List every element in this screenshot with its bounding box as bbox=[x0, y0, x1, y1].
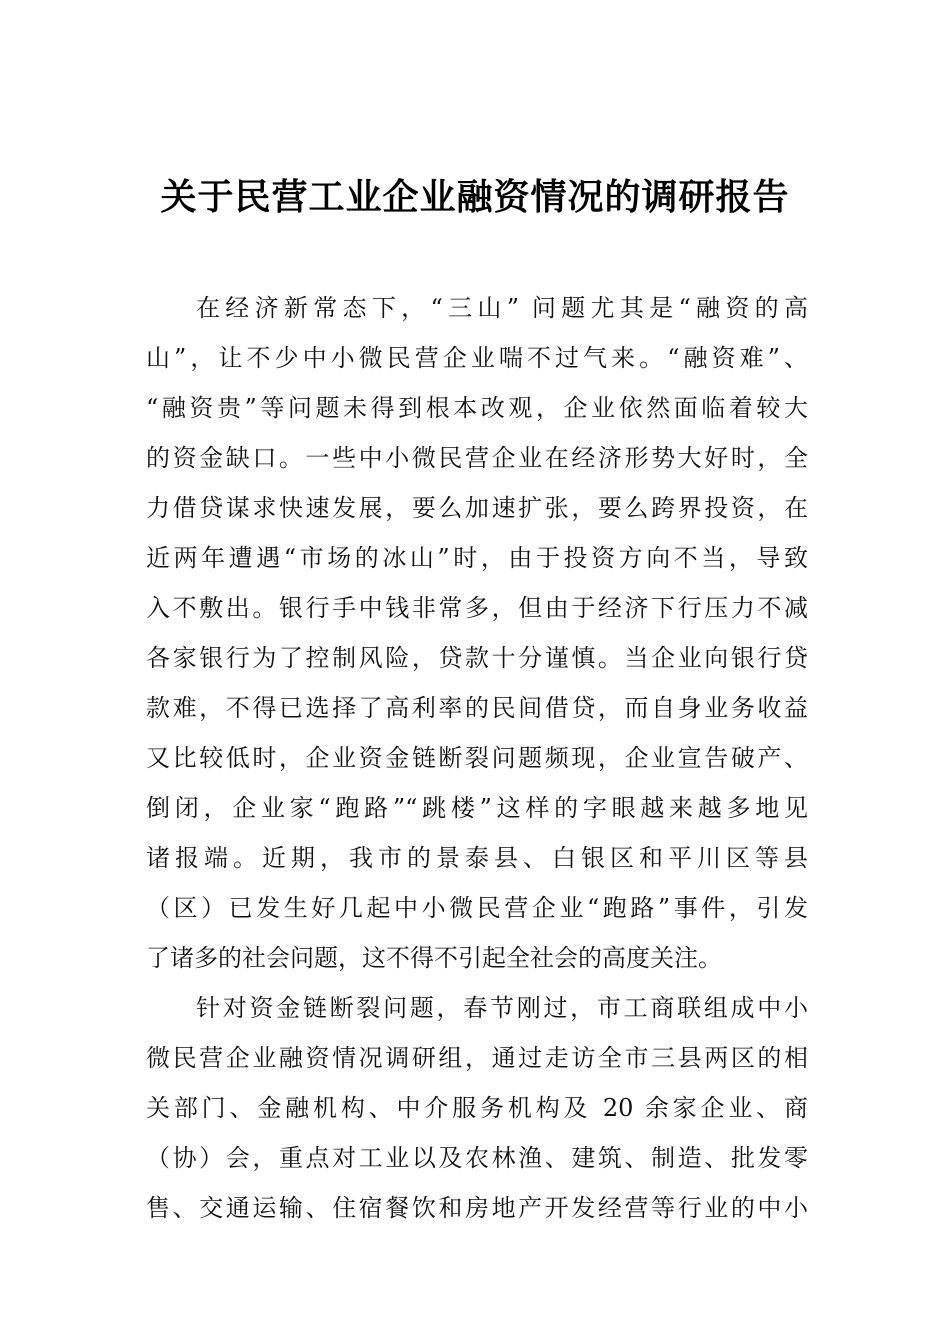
paragraph-1-line-6: 近两年遭遇“市场的冰山”时，由于投资方向不当，导致 bbox=[146, 544, 808, 572]
paragraph-1-line-1: 在经济新常态下，“三山” 问题尤其是“融资的高 bbox=[196, 294, 808, 322]
paragraph-2-line-3: 关部门、金融机构、中介服务机构及 20 余家企业、商 bbox=[146, 1094, 808, 1122]
paragraph-1-line-5: 力借贷谋求快速发展，要么加速扩张，要么跨界投资，在 bbox=[146, 494, 808, 522]
paragraph-1-line-10: 又比较低时，企业资金链断裂问题频现，企业宣告破产、 bbox=[146, 744, 808, 772]
paragraph-2-line-5: 售、交通运输、住宿餐饮和房地产开发经营等行业的中小 bbox=[146, 1194, 808, 1222]
paragraph-1-line-14: 了诸多的社会问题，这不得不引起全社会的高度关注。 bbox=[146, 944, 722, 972]
paragraph-1-line-11: 倒闭，企业家“跑路”“跳楼”这样的字眼越来越多地见 bbox=[146, 794, 808, 822]
paragraph-1-line-4: 的资金缺口。一些中小微民营企业在经济形势大好时，全 bbox=[146, 444, 808, 472]
paragraph-1-line-3: “融资贵”等问题未得到根本改观，企业依然面临着较大 bbox=[146, 394, 808, 422]
paragraph-2-line-4: （协）会，重点对工业以及农林渔、建筑、制造、批发零 bbox=[146, 1144, 808, 1172]
paragraph-1-line-7: 入不敷出。银行手中钱非常多，但由于经济下行压力不减 bbox=[146, 594, 808, 622]
paragraph-1-line-8: 各家银行为了控制风险，贷款十分谨慎。当企业向银行贷 bbox=[146, 644, 808, 672]
document-title: 关于民营工业企业融资情况的调研报告 bbox=[160, 176, 790, 218]
paragraph-2-line-2: 微民营企业融资情况调研组，通过走访全市三县两区的相 bbox=[146, 1044, 808, 1072]
paragraph-1-line-9: 款难，不得已选择了高利率的民间借贷，而自身业务收益 bbox=[146, 694, 808, 722]
paragraph-1-line-13: （区）已发生好几起中小微民营企业“跑路”事件，引发 bbox=[146, 894, 808, 922]
paragraph-2-line-1: 针对资金链断裂问题，春节刚过，市工商联组成中小 bbox=[196, 994, 808, 1022]
document-body bbox=[146, 283, 808, 1233]
paragraph-1-line-2: 山”，让不少中小微民营企业喘不过气来。“融资难”、 bbox=[146, 344, 808, 372]
paragraph-1-line-12: 诸报端。近期，我市的景泰县、白银区和平川区等县 bbox=[146, 844, 808, 872]
